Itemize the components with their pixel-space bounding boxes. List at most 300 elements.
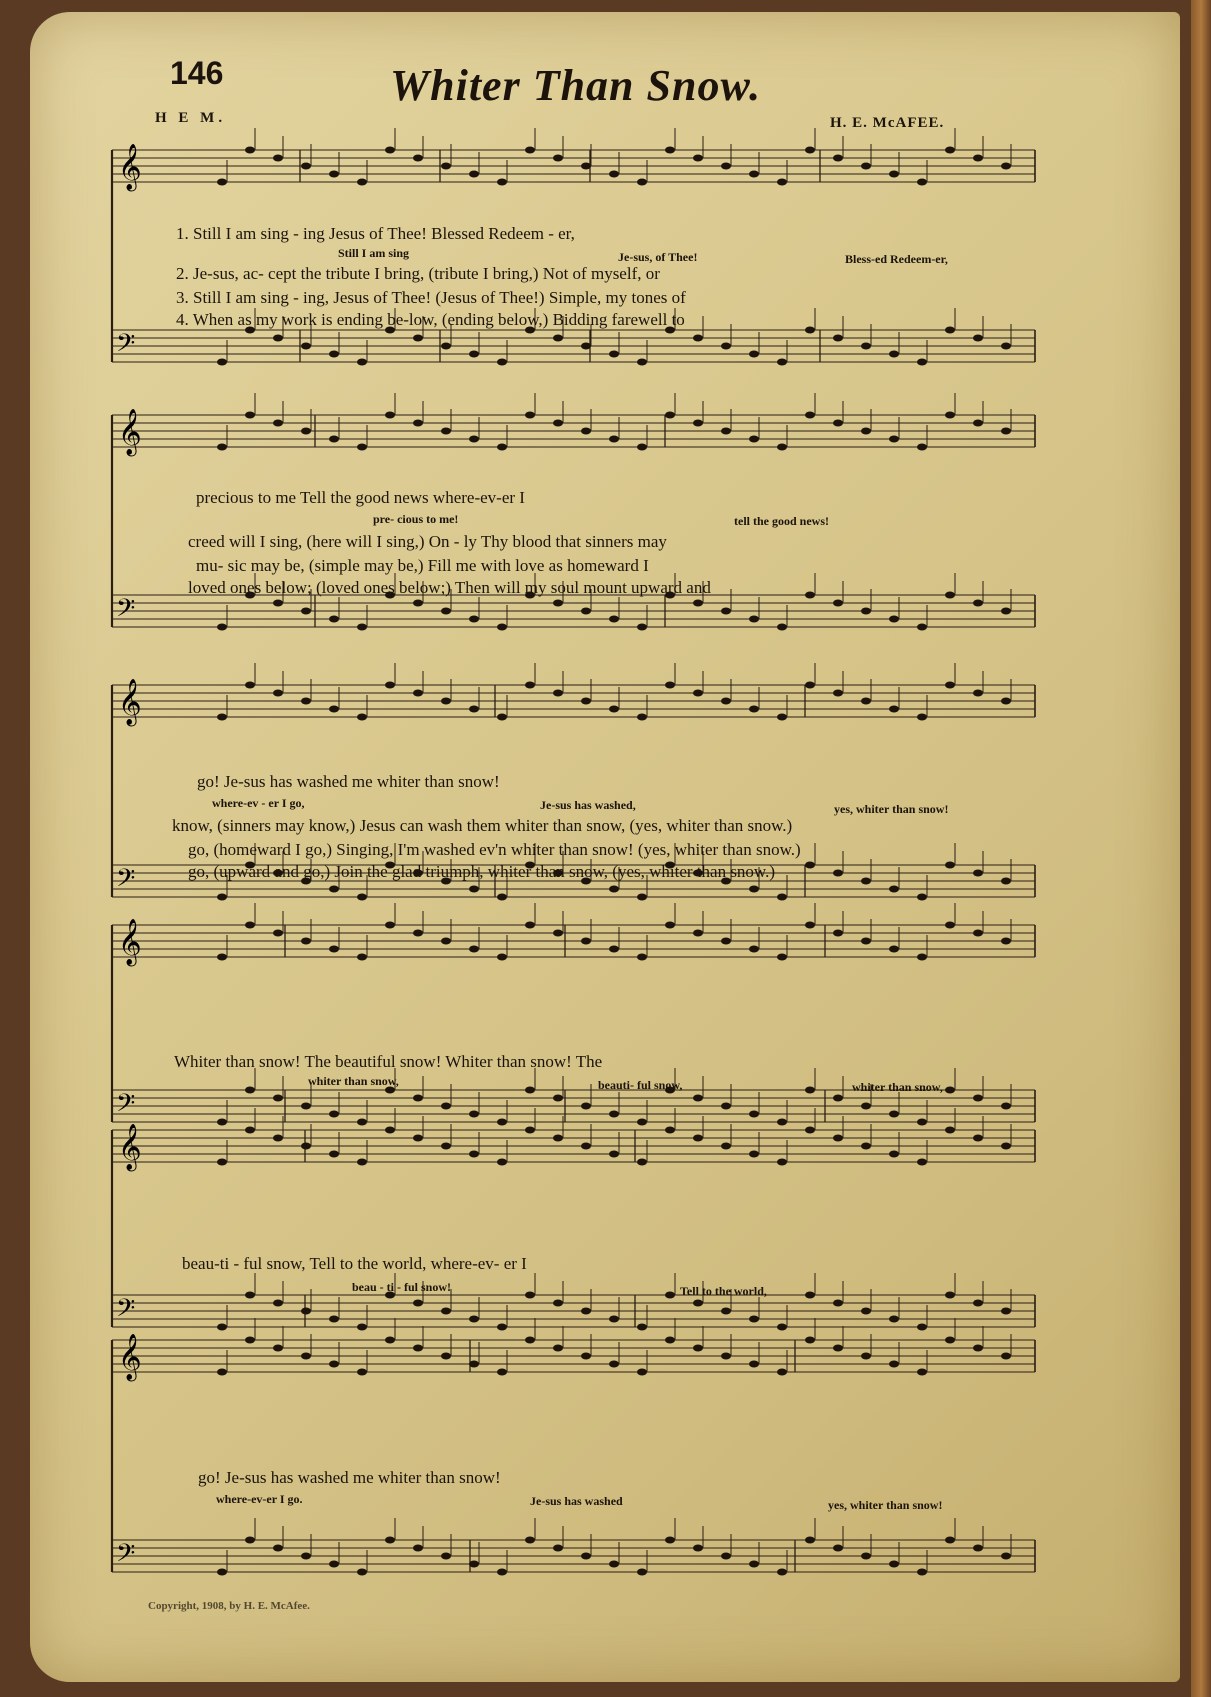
note-head xyxy=(1001,608,1011,615)
note-head xyxy=(245,1087,255,1094)
echo-text: Je-sus has washed, xyxy=(540,798,636,812)
note-head xyxy=(777,624,787,631)
note-head xyxy=(217,1369,227,1376)
note-head xyxy=(917,1324,927,1331)
note-head xyxy=(357,179,367,186)
note-head xyxy=(413,420,423,427)
note-head xyxy=(385,1127,395,1134)
note-head xyxy=(861,878,871,885)
note-head xyxy=(469,351,479,358)
note-head xyxy=(553,930,563,937)
note-head xyxy=(637,714,647,721)
echo-text: yes, whiter than snow! xyxy=(828,1498,943,1512)
bass-clef-icon: 𝄢 xyxy=(116,329,136,364)
note-head xyxy=(357,1324,367,1331)
note-head xyxy=(217,444,227,451)
note-head xyxy=(917,1119,927,1126)
note-head xyxy=(721,1553,731,1560)
note-head xyxy=(973,1135,983,1142)
note-head xyxy=(721,1353,731,1360)
note-head xyxy=(497,1569,507,1576)
note-head xyxy=(861,428,871,435)
note-head xyxy=(245,922,255,929)
note-head xyxy=(917,954,927,961)
echo-text: Bless-ed Redeem-er, xyxy=(845,252,948,266)
lyric-line: loved ones below; (loved ones below;) Then will my soul mount upward and xyxy=(188,578,711,597)
note-head xyxy=(413,1135,423,1142)
hymn-number: 146 xyxy=(170,55,224,91)
note-head xyxy=(805,1337,815,1344)
note-head xyxy=(945,412,955,419)
note-head xyxy=(301,1143,311,1150)
note-head xyxy=(1001,1553,1011,1560)
bass-clef-icon: 𝄢 xyxy=(116,1089,136,1124)
treble-clef-icon: 𝄞 xyxy=(118,144,142,190)
note-head xyxy=(945,147,955,154)
note-head xyxy=(637,954,647,961)
note-head xyxy=(665,412,675,419)
note-head xyxy=(273,1545,283,1552)
note-head xyxy=(749,886,759,893)
note-head xyxy=(553,690,563,697)
note-head xyxy=(581,343,591,350)
note-head xyxy=(385,147,395,154)
note-head xyxy=(609,1151,619,1158)
note-head xyxy=(469,616,479,623)
lyric-line: 1. Still I am sing - ing Jesus of Thee! Blessed Redeem - er, xyxy=(176,224,575,243)
note-head xyxy=(917,894,927,901)
note-head xyxy=(861,1308,871,1315)
note-head xyxy=(945,1337,955,1344)
note-head xyxy=(833,690,843,697)
note-head xyxy=(777,714,787,721)
note-head xyxy=(357,1369,367,1376)
note-head xyxy=(217,1569,227,1576)
note-head xyxy=(469,1561,479,1568)
note-head xyxy=(441,428,451,435)
note-head xyxy=(749,1361,759,1368)
note-head xyxy=(777,444,787,451)
note-head xyxy=(805,412,815,419)
note-head xyxy=(973,870,983,877)
note-head xyxy=(889,171,899,178)
note-head xyxy=(945,327,955,334)
note-head xyxy=(413,155,423,162)
note-head xyxy=(609,886,619,893)
note-head xyxy=(889,706,899,713)
note-head xyxy=(273,155,283,162)
note-head xyxy=(301,608,311,615)
lyric-line: beau-ti - ful snow, Tell to the world, where-ev- er I xyxy=(182,1254,527,1273)
note-head xyxy=(385,1537,395,1544)
note-head xyxy=(413,1345,423,1352)
note-head xyxy=(217,1324,227,1331)
note-head xyxy=(245,682,255,689)
note-head xyxy=(637,1159,647,1166)
note-head xyxy=(301,343,311,350)
note-head xyxy=(805,1127,815,1134)
note-head xyxy=(497,179,507,186)
note-head xyxy=(721,1308,731,1315)
note-head xyxy=(749,1151,759,1158)
note-head xyxy=(721,163,731,170)
note-head xyxy=(301,163,311,170)
treble-clef-icon: 𝄞 xyxy=(118,409,142,455)
note-head xyxy=(861,698,871,705)
note-head xyxy=(693,1345,703,1352)
note-head xyxy=(1001,698,1011,705)
note-head xyxy=(217,714,227,721)
note-head xyxy=(273,1345,283,1352)
note-head xyxy=(329,886,339,893)
note-head xyxy=(245,1337,255,1344)
note-head xyxy=(777,179,787,186)
lyric-line: go, (homeward I go,) Singing, I'm washed ev'n whiter than snow! (yes, whiter than snow.) xyxy=(188,840,801,859)
note-head xyxy=(749,616,759,623)
note-head xyxy=(749,351,759,358)
note-head xyxy=(805,1292,815,1299)
note-head xyxy=(441,1103,451,1110)
note-head xyxy=(777,1324,787,1331)
note-head xyxy=(441,608,451,615)
lyric-line: Whiter than snow! The beautiful snow! Whiter than snow! The xyxy=(174,1052,603,1071)
note-head xyxy=(581,163,591,170)
note-head xyxy=(497,714,507,721)
note-head xyxy=(665,1537,675,1544)
note-head xyxy=(357,1569,367,1576)
note-head xyxy=(609,171,619,178)
note-head xyxy=(357,624,367,631)
echo-text: yes, whiter than snow! xyxy=(834,802,949,816)
note-head xyxy=(1001,1353,1011,1360)
note-head xyxy=(525,412,535,419)
treble-clef-icon: 𝄞 xyxy=(118,1124,142,1170)
note-head xyxy=(469,1111,479,1118)
note-head xyxy=(413,930,423,937)
note-head xyxy=(553,600,563,607)
note-head xyxy=(665,1337,675,1344)
note-head xyxy=(581,698,591,705)
note-head xyxy=(525,682,535,689)
note-head xyxy=(497,954,507,961)
note-head xyxy=(777,359,787,366)
note-head xyxy=(413,335,423,342)
bass-clef-icon: 𝄢 xyxy=(116,594,136,629)
note-head xyxy=(1001,938,1011,945)
note-head xyxy=(469,1361,479,1368)
echo-text: whiter than snow, xyxy=(852,1080,943,1094)
note-head xyxy=(581,428,591,435)
note-head xyxy=(777,1569,787,1576)
note-head xyxy=(329,171,339,178)
note-head xyxy=(469,706,479,713)
note-head xyxy=(1001,1308,1011,1315)
note-head xyxy=(357,954,367,961)
note-head xyxy=(805,862,815,869)
note-head xyxy=(861,1353,871,1360)
note-head xyxy=(525,1127,535,1134)
bass-clef-icon: 𝄢 xyxy=(116,1539,136,1574)
note-head xyxy=(805,682,815,689)
note-head xyxy=(721,698,731,705)
note-head xyxy=(945,1127,955,1134)
note-head xyxy=(329,616,339,623)
note-head xyxy=(833,600,843,607)
note-head xyxy=(217,179,227,186)
note-head xyxy=(973,155,983,162)
note-head xyxy=(329,706,339,713)
note-head xyxy=(665,147,675,154)
note-head xyxy=(973,420,983,427)
note-head xyxy=(441,163,451,170)
note-head xyxy=(525,922,535,929)
note-head xyxy=(693,155,703,162)
note-head xyxy=(1001,1143,1011,1150)
note-head xyxy=(329,946,339,953)
lyric-line: precious to me Tell the good news where-ev-er I xyxy=(196,488,525,507)
note-head xyxy=(469,436,479,443)
note-head xyxy=(917,1569,927,1576)
note-head xyxy=(413,690,423,697)
lyric-line: 4. When as my work is ending be-low, (ending below,) Bidding farewell to xyxy=(176,310,685,329)
note-head xyxy=(301,1353,311,1360)
note-head xyxy=(917,624,927,631)
note-head xyxy=(749,171,759,178)
echo-text: beau - ti - ful snow! xyxy=(352,1280,452,1294)
note-head xyxy=(273,420,283,427)
note-head xyxy=(637,1324,647,1331)
note-head xyxy=(469,1316,479,1323)
note-head xyxy=(693,930,703,937)
note-head xyxy=(553,1545,563,1552)
note-head xyxy=(833,335,843,342)
note-head xyxy=(1001,1103,1011,1110)
note-head xyxy=(385,412,395,419)
note-head xyxy=(637,624,647,631)
note-head xyxy=(525,147,535,154)
note-head xyxy=(441,343,451,350)
note-head xyxy=(469,1151,479,1158)
note-head xyxy=(217,624,227,631)
lyric-line: know, (sinners may know,) Jesus can wash them whiter than snow, (yes, whiter than snow.) xyxy=(172,816,793,835)
note-head xyxy=(1001,878,1011,885)
note-head xyxy=(749,706,759,713)
treble-clef-icon: 𝄞 xyxy=(118,1334,142,1380)
note-head xyxy=(917,179,927,186)
note-head xyxy=(889,1111,899,1118)
note-head xyxy=(1001,428,1011,435)
note-head xyxy=(245,412,255,419)
note-head xyxy=(413,600,423,607)
note-head xyxy=(609,436,619,443)
note-head xyxy=(273,1300,283,1307)
note-head xyxy=(413,1095,423,1102)
bass-clef-icon: 𝄢 xyxy=(116,864,136,899)
note-head xyxy=(833,870,843,877)
note-head xyxy=(889,351,899,358)
note-head xyxy=(273,690,283,697)
note-head xyxy=(301,1553,311,1560)
note-head xyxy=(217,1159,227,1166)
note-head xyxy=(497,624,507,631)
lyric-line: 3. Still I am sing - ing, Jesus of Thee! (Jesus of Thee!) Simple, my tones of xyxy=(176,288,686,307)
bass-clef-icon: 𝄢 xyxy=(116,1294,136,1329)
note-head xyxy=(973,600,983,607)
note-head xyxy=(833,1095,843,1102)
note-head xyxy=(553,335,563,342)
note-head xyxy=(805,1087,815,1094)
note-head xyxy=(693,1545,703,1552)
note-head xyxy=(581,1143,591,1150)
lyric-line: go, (upward and go,) Join the glad triumph, whiter than snow, (yes, whiter than snow.) xyxy=(188,862,776,881)
note-head xyxy=(749,436,759,443)
echo-text: Tell to the world, xyxy=(680,1284,767,1298)
note-head xyxy=(721,428,731,435)
note-head xyxy=(973,690,983,697)
note-head xyxy=(805,147,815,154)
note-head xyxy=(609,616,619,623)
note-head xyxy=(441,698,451,705)
note-head xyxy=(861,343,871,350)
note-head xyxy=(637,1369,647,1376)
note-head xyxy=(609,946,619,953)
note-head xyxy=(833,1300,843,1307)
note-head xyxy=(469,946,479,953)
note-head xyxy=(329,1151,339,1158)
note-head xyxy=(805,922,815,929)
note-head xyxy=(441,1308,451,1315)
note-head xyxy=(329,436,339,443)
note-head xyxy=(973,930,983,937)
note-head xyxy=(497,1369,507,1376)
note-head xyxy=(833,1135,843,1142)
note-head xyxy=(721,938,731,945)
note-head xyxy=(889,886,899,893)
note-head xyxy=(833,1545,843,1552)
echo-text: where-ev - er I go, xyxy=(212,796,305,810)
note-head xyxy=(581,1103,591,1110)
note-head xyxy=(665,922,675,929)
note-head xyxy=(721,343,731,350)
note-head xyxy=(805,1537,815,1544)
treble-clef-icon: 𝄞 xyxy=(118,679,142,725)
note-head xyxy=(833,420,843,427)
note-head xyxy=(441,938,451,945)
note-head xyxy=(833,155,843,162)
note-head xyxy=(525,1337,535,1344)
note-head xyxy=(833,930,843,937)
note-head xyxy=(973,335,983,342)
echo-text: Still I am sing xyxy=(338,246,410,260)
note-head xyxy=(273,1095,283,1102)
note-head xyxy=(721,608,731,615)
note-head xyxy=(497,444,507,451)
note-head xyxy=(301,698,311,705)
note-head xyxy=(441,1353,451,1360)
note-head xyxy=(301,938,311,945)
note-head xyxy=(777,954,787,961)
note-head xyxy=(889,946,899,953)
note-head xyxy=(553,1135,563,1142)
note-head xyxy=(245,1292,255,1299)
note-head xyxy=(469,171,479,178)
echo-text: Je-sus has washed xyxy=(530,1494,623,1508)
note-head xyxy=(889,436,899,443)
composer-credit: H. E. McAFEE. xyxy=(830,115,945,131)
note-head xyxy=(749,1111,759,1118)
note-head xyxy=(329,1361,339,1368)
lyric-line: 2. Je-sus, ac- cept the tribute I bring, (tribute I bring,) Not of myself, or xyxy=(176,264,660,283)
note-head xyxy=(497,894,507,901)
note-head xyxy=(1001,163,1011,170)
note-head xyxy=(777,1119,787,1126)
note-head xyxy=(497,1119,507,1126)
note-head xyxy=(805,592,815,599)
note-head xyxy=(273,600,283,607)
note-head xyxy=(301,428,311,435)
note-head xyxy=(497,1324,507,1331)
note-head xyxy=(693,420,703,427)
note-head xyxy=(693,1300,703,1307)
note-head xyxy=(945,922,955,929)
note-head xyxy=(945,592,955,599)
note-head xyxy=(637,444,647,451)
note-head xyxy=(525,1087,535,1094)
note-head xyxy=(217,954,227,961)
note-head xyxy=(245,147,255,154)
note-head xyxy=(273,1135,283,1142)
note-head xyxy=(637,179,647,186)
note-head xyxy=(637,894,647,901)
note-head xyxy=(581,1308,591,1315)
note-head xyxy=(357,1159,367,1166)
lyric-line: go! Je-sus has washed me whiter than snow! xyxy=(198,1468,501,1487)
note-head xyxy=(553,1300,563,1307)
note-head xyxy=(217,894,227,901)
treble-clef-icon: 𝄞 xyxy=(118,919,142,965)
note-head xyxy=(217,1119,227,1126)
note-head xyxy=(1001,343,1011,350)
note-head xyxy=(385,922,395,929)
note-head xyxy=(609,351,619,358)
note-head xyxy=(721,1143,731,1150)
note-head xyxy=(861,608,871,615)
lyric-line: mu- sic may be, (simple may be,) Fill me with love as homeward I xyxy=(196,556,649,575)
note-head xyxy=(861,1143,871,1150)
note-head xyxy=(273,930,283,937)
note-head xyxy=(721,1103,731,1110)
lyric-line: go! Je-sus has washed me whiter than snow! xyxy=(197,772,500,791)
note-head xyxy=(973,1345,983,1352)
note-head xyxy=(889,1316,899,1323)
lyric-line: creed will I sing, (here will I sing,) On - ly Thy blood that sinners may xyxy=(188,532,667,551)
note-head xyxy=(861,1553,871,1560)
note-head xyxy=(329,1111,339,1118)
note-head xyxy=(917,444,927,451)
note-head xyxy=(497,1159,507,1166)
note-head xyxy=(973,1545,983,1552)
note-head xyxy=(665,682,675,689)
note-head xyxy=(441,1143,451,1150)
note-head xyxy=(861,1103,871,1110)
note-head xyxy=(329,1316,339,1323)
note-head xyxy=(693,600,703,607)
echo-text: where-ev-er I go. xyxy=(216,1492,303,1506)
note-head xyxy=(945,682,955,689)
note-head xyxy=(245,1127,255,1134)
note-head xyxy=(581,938,591,945)
note-head xyxy=(889,1561,899,1568)
